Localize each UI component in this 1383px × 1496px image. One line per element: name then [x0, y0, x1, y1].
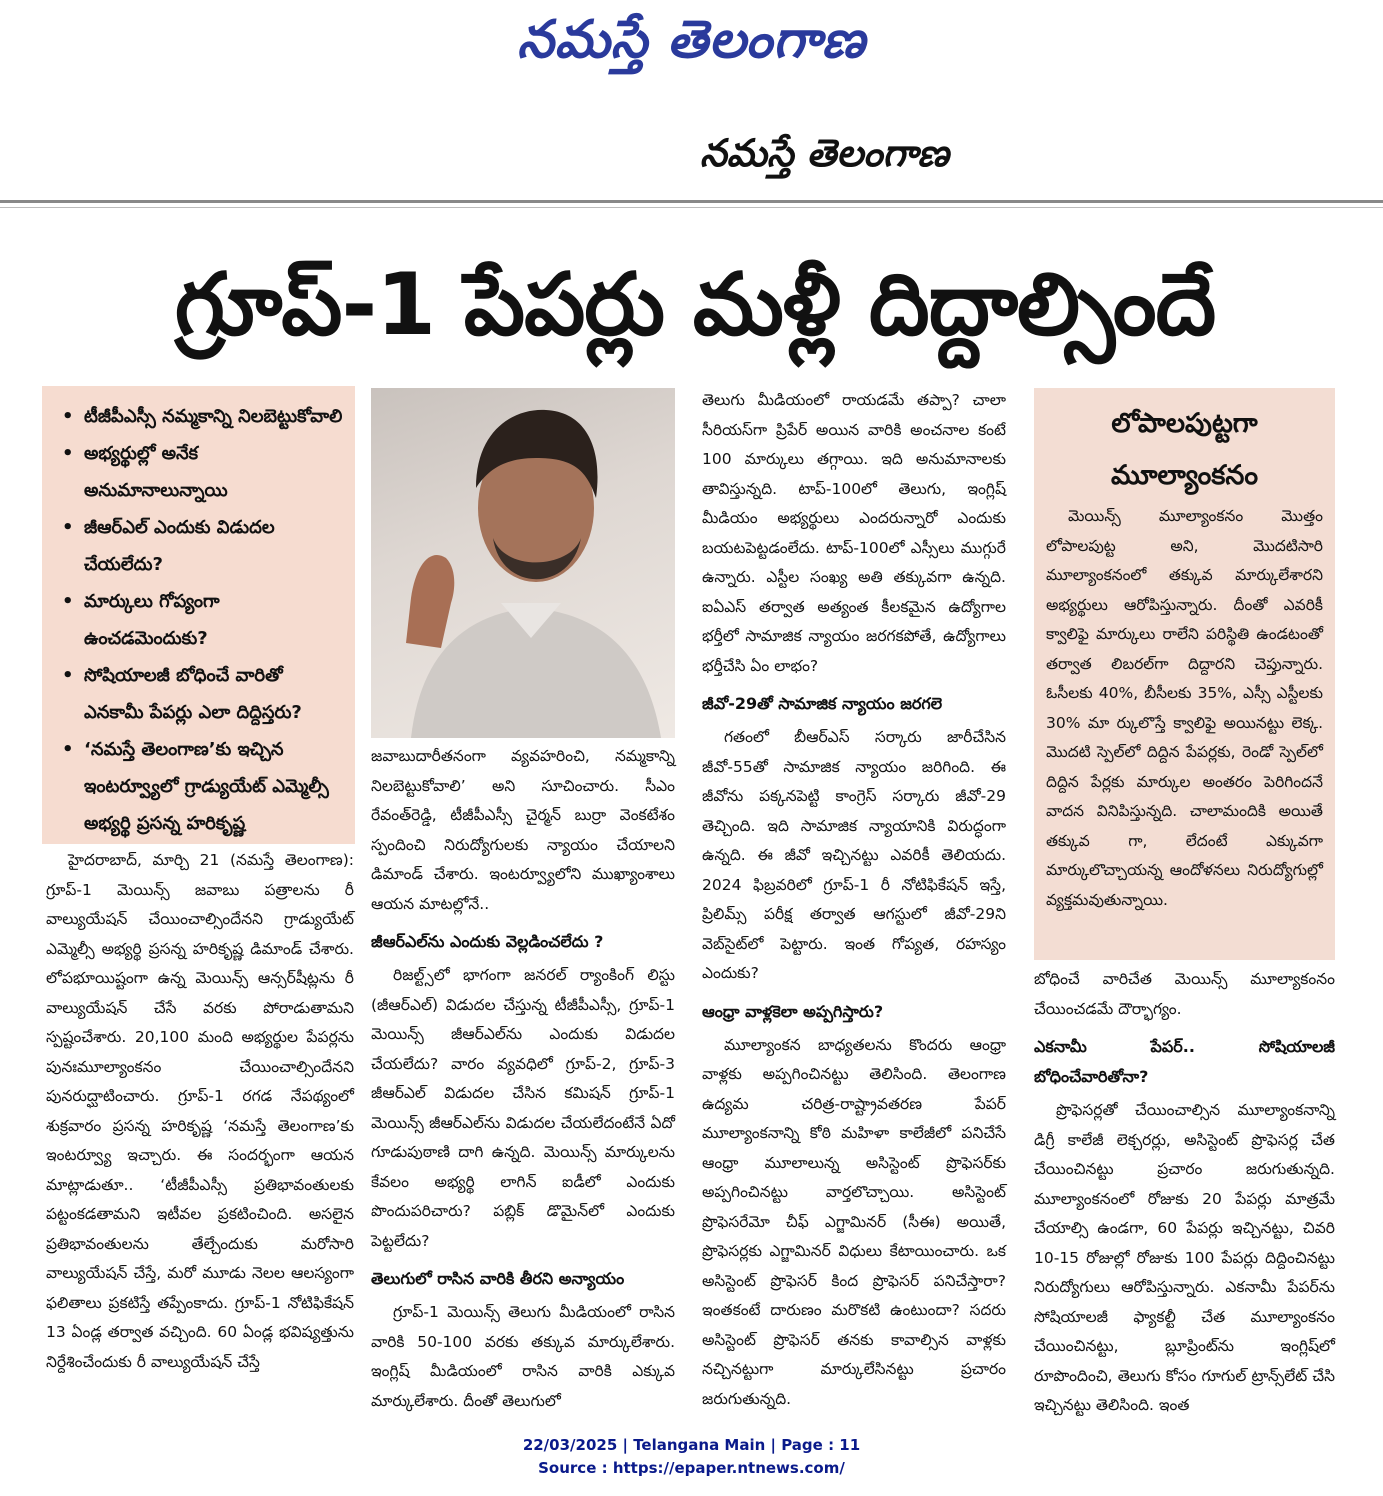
subheading: జీవో-29తో సామాజిక న్యాయం జరగలె: [702, 694, 943, 713]
source-link[interactable]: Source : https://epaper.ntnews.com/: [538, 1459, 845, 1477]
paragraph: రిజల్ట్స్‌లో భాగంగా జనరల్‌ ర్యాంకింగ్‌ లిస్టు (జీఆర్‌ఎల్‌) విడుదల చేస్తున్న టీజీపీఎస్సీ, గ్రూప్‌-1 మెయిన్స్‌ జీఆర్‌ఎల్‌ను ఎందుకు విడుదల చేయలేదు? వారం వ్యవధిలో గ్రూప్‌-2, గ్రూప్‌-3 జీఆర్‌ఎల్‌ విడుదల చేసిన కమిషన్‌ గ్రూప్‌-1 మెయిన్స్‌ జీఆర్‌ఎల్‌ను విడుదల చేయలేదంటేనే ఏదో గూడుపుఠాణి దాగి ఉన్నది. మెయిన్స్‌ మార్కులను కేవలం అభ్యర్థి లాగిన్‌ ఐడీలో ఎందుకు పొందుపరిచారు? పబ్లిక్‌ డొమైన్‌లో ఎందుకు పెట్టలేదు?: [371, 966, 675, 1250]
highlight-item: • టీజీపీఎస్సీ నమ్మకాన్ని నిలబెట్టుకోవాలి: [62, 398, 345, 435]
subheading: ఆంధ్రా వాళ్లకెలా అప్పగిస్తారు?: [702, 1001, 884, 1021]
highlights-box: [42, 386, 355, 844]
divider: [0, 200, 1383, 203]
column-1: [46, 846, 354, 1377]
paragraph: గ్రూప్‌-1 మెయిన్స్‌ తెలుగు మీడియంలో రాసిన వారికి 50-100 వరకు తక్కువ మార్కులేశారు. ఇంగ్లిష్‌ మీడియంలో రాసిన వారికి ఎక్కువ మార్కులేశారు. దీంతో తెలుగులో: [371, 1303, 675, 1410]
paragraph: జవాబుదారీతనంగా వ్యవహరించి, నమ్మకాన్ని నిలబెట్టుకోవాలి’ అని సూచించారు. సీఎం రేవంత్‌రెడ్డి, టీజీపీఎస్సీ చైర్మన్‌ బుర్రా వెంకటేశం స్పందించి నిరుద్యోగులకు న్యాయం చేయాలని డిమాండ్‌ చేశారు. ఇంటర్వ్యూలోని ముఖ్యాంశాలు ఆయన మాటల్లోనే..: [371, 747, 675, 913]
highlight-item: • అభ్యర్థుల్లో అనేక అనుమానాలున్నాయి: [62, 435, 345, 509]
paragraph: హైదరాబాద్‌, మార్చి 21 (నమస్తే తెలంగాణ): గ్రూప్‌-1 మెయిన్స్‌ జవాబు పత్రాలను రీ వాల్యుయేషన్‌ చేయించాల్సిందేనని గ్రాడ్యుయేట్‌ ఎమ్మెల్సీ అభ్యర్థి ప్రసన్న హరికృష్ణ డిమాండ్‌ చేశారు. లోపభూయిష్టంగా ఉన్న మెయిన్స్‌ ఆన్సర్‌షీట్లను రీ వాల్యుయేషన్‌ చేసే వరకు పోరాడుతామని స్పష్టంచేశారు. 20,100 మంది అభ్యర్థుల పేపర్లను పునఃమూల్యాంకనం చేయించాల్సిందేనని పునరుద్ఘాటించారు. గ్రూప్‌-1 రగడ నేపథ్యంలో శుక్రవారం ప్రసన్న హరికృష్ణ ‘నమస్తే తెలంగాణ’కు ఇంటర్వ్యూ ఇచ్చారు. ఈ సందర్భంగా ఆయన మాట్లాడుతూ.. ‘టీజీపీఎస్సీ ప్రతిభావంతులకు పట్టంకడతామని ఇటీవల ప్రకటించింది. అసలైన ప్రతిభావంతులను తేల్చేందుకు మరోసారి వాల్యుయేషన్‌ చేస్తే, మరో మూడు నెలల ఆలస్యంగా ఫలితాలు ప్రకటిస్తే తప్పేంకాదు. గ్రూప్‌-1 నోటిఫికేషన్‌ 13 ఏండ్ల తర్వాత వచ్చింది. 60 ఏండ్ల భవిష్యత్తును నిర్దేశించేందుకు రీ వాల్యుయేషన్‌ చేస్తే: [46, 851, 354, 1371]
footer: [0, 1434, 1383, 1480]
sidebar-box: [1034, 388, 1335, 960]
highlight-item: • సోషియాలజీ బోధించే వారితో ఎనకామీ పేపర్లు ఎలా దిద్దిస్తరు?: [62, 657, 345, 731]
subheading: తెలుగులో రాసిన వారికి తీరని అన్యాయం: [371, 1269, 625, 1288]
headline: గ్రూప్‌-1 పేపర్లు మళ్లీ దిద్దాల్సిందే: [174, 255, 1216, 355]
subheading: జీఆర్‌ఎల్‌ను ఎందుకు వెల్లడించలేదు ?: [371, 932, 604, 951]
paragraph: తెలుగు మీడియంలో రాయడమే తప్పా? చాలా సీరియస్‌గా ప్రిపేర్‌ అయిన వారికి అంచనాల కంటే 100 మార్కులు తగ్గాయి. ఇది అనుమానాలకు తావిస్తున్నది. టాప్‌-100లో తెలుగు, ఇంగ్లిష్‌ మీడియం అభ్యర్థులు ఎందరున్నారో ఎందుకు బయటపెట్టడంలేదు. టాప్‌-100లో ఎస్సీలు ముగ్గురే ఉన్నారు. ఎస్టీల సంఖ్య అతి తక్కువగా ఉన్నది. ఐఏఎస్‌ తర్వాత అత్యంత కీలకమైన ఉద్యోగాల భర్తీలో సామాజిక న్యాయం జరగకపోతే, ఉద్యోగాలు భర్తీచేసి ఏం లాభం?: [702, 391, 1006, 675]
newspaper-logo: నమస్తే తెలంగాణ: [517, 9, 866, 70]
masthead: [0, 0, 1383, 80]
box-title: మూల్యాంకనం: [1110, 460, 1259, 491]
paragraph: గతంలో బీఆర్‌ఎస్‌ సర్కారు జారీచేసిన జీవో-55తో సామాజిక న్యాయం జరిగింది. ఈ జీవోను పక్కనపెట్టి కాంగ్రెస్‌ సర్కారు జీవో-29 తెచ్చింది. ఇది సామాజిక న్యాయానికి విరుద్ధంగా ఉన్నది. ఈ జీవో ఇచ్చినట్టు ఎవరికీ తెలియదు. 2024 ఫిబ్రవరిలో గ్రూప్‌-1 రీ నోటిఫికేషన్‌ ఇస్తే, ప్రిలిమ్స్‌ పరీక్ష తర్వాత ఆగస్టులో జీవో-29ని వెబ్‌సైట్‌లో పెట్టారు. ఇంత గోప్యత, రహస్యం ఎందుకు?: [702, 728, 1006, 982]
divider: [0, 207, 1383, 208]
box-title: లోపాలపుట్టగా: [1111, 408, 1258, 439]
highlight-item: • ‘నమస్తే తెలంగాణ’కు ఇచ్చిన ఇంటర్వ్యూలో గ్రాడ్యుయేట్‌ ఎమ్మెల్సీ అభ్యర్థి ప్రసన్న హరికృష్ణ: [62, 731, 345, 842]
section-brand: నమస్తే తెలంగాణ: [700, 130, 949, 175]
paragraph: బోధించే వారిచేత మెయిన్స్‌ మూల్యాకంనం చేయించడమే దౌర్భాగ్యం.: [1034, 970, 1335, 1018]
paragraph: ప్రొఫెసర్లతో చేయించాల్సిన మూల్యాంకనాన్ని డిగ్రీ కాలేజీ లెక్చరర్లు, అసిస్టెంట్‌ ప్రొఫెసర్ల చేత చేయించినట్టు ప్రచారం జరుగుతున్నది. మూల్యాంకనంలో రోజుకు 20 పేపర్లు మాత్రమే చేయాల్సి ఉండగా, 60 పేపర్లు ఇచ్చినట్టు, చివరి 10-15 రోజుల్లో రోజుకు 100 పేపర్లు దిద్దించినట్టు నిరుద్యోగులు ఆరోపిస్తున్నారు. ఎకనామీ పేపర్‌ను సోషియాలజీ ఫ్యాకల్టీ చేత మూల్యాంకనం చేయించినట్టు, బ్లూప్రింట్‌ను ఇంగ్లిష్‌లో రూపొందించి, తెలుగు కోసం గూగుల్‌ ట్రాన్స్‌లేట్‌ చేసి ఇచ్చినట్టు తెలిసింది. ఇంత: [1034, 1101, 1335, 1414]
box-text: మెయిన్స్‌ మూల్యాంకనం మొత్తం లోపాలపుట్ట అని, మొదటిసారి మూల్యాంకనంలో తక్కువ మార్కులేశారని అభ్యర్థులు ఆరోపిస్తున్నారు. దీంతో ఎవరికీ క్వాలిఫై మార్కులు రాలేని పరిస్థితి ఉండటంతో తర్వాత లిబరల్‌గా దిద్దారని చెప్తున్నారు. ఓసీలకు 40%, బీసీలకు 35%, ఎస్సీ ఎస్టీలకు 30% మా ర్కులొస్తే క్వాలిఫై అయినట్టు లెక్క. మొదటి స్పెల్‌లో దిద్దిన పేపర్లకు, రెండో స్పెల్‌లో దిద్దిన పేర్లకు మార్కుల అంతరం పెరిగిందనే వాదన వినిపిస్తున్నది. చాలామందికి అయితే తక్కువ గా, లేదంటే ఎక్కువగా మార్కులొచ్చాయన్న ఆందోళనలు నిరుద్యోగుల్లో వ్యక్తమవుతున్నాయి.: [1046, 507, 1323, 909]
portrait-illustration: [371, 388, 675, 738]
column-2: [371, 742, 675, 1416]
subheading: ఎకనామీ పేపర్‌.. సోషియాలజీ బోధించేవారితోనా?: [1034, 1037, 1335, 1086]
edition-info: 22/03/2025 | Telangana Main | Page : 11: [522, 1436, 861, 1454]
highlight-item: • మార్కులు గోప్యంగా ఉంచడమెందుకు?: [62, 583, 345, 657]
column-4: [1034, 965, 1335, 1421]
column-3: [702, 386, 1006, 1414]
paragraph: మూల్యాంకన బాధ్యతలను కొందరు ఆంధ్రా వాళ్లకు అప్పగించినట్టు తెలిసింది. తెలంగాణ ఉద్యమ చరిత్ర-రాష్ట్రావతరణ పేపర్‌ మూల్యాంకనాన్ని కోఠి మహిళా కాలేజీలో పనిచేసే ఆంధ్రా మూలాలున్న అసిస్టెంట్‌ ప్రొఫెసర్‌కు అప్పగించినట్టు వార్తలొచ్చాయి. అసిస్టెంట్‌ ప్రొఫెసరేమో చీఫ్‌ ఎగ్జామినర్‌ (సీఈ) అయితే, ప్రొఫెసర్లకు ఎగ్జామినర్‌ విధులు కేటాయించారు. ఒక అసిస్టెంట్‌ ప్రొఫెసర్‌ కింద ప్రొఫెసర్‌ పనిచేస్తారా? ఇంతకంటే దారుణం మరొకటి ఉంటుందా? సదరు అసిస్టెంట్‌ ప్రొఫెసర్‌ తనకు కావాల్సిన వాళ్లకు నచ్చినట్టుగా మార్కులేసినట్టు ప్రచారం జరుగుతున్నది.: [702, 1035, 1006, 1408]
highlight-item: • జీఆర్‌ఎల్‌ ఎందుకు విడుదల చేయలేదు?: [62, 509, 345, 583]
portrait-photo: [371, 388, 675, 738]
